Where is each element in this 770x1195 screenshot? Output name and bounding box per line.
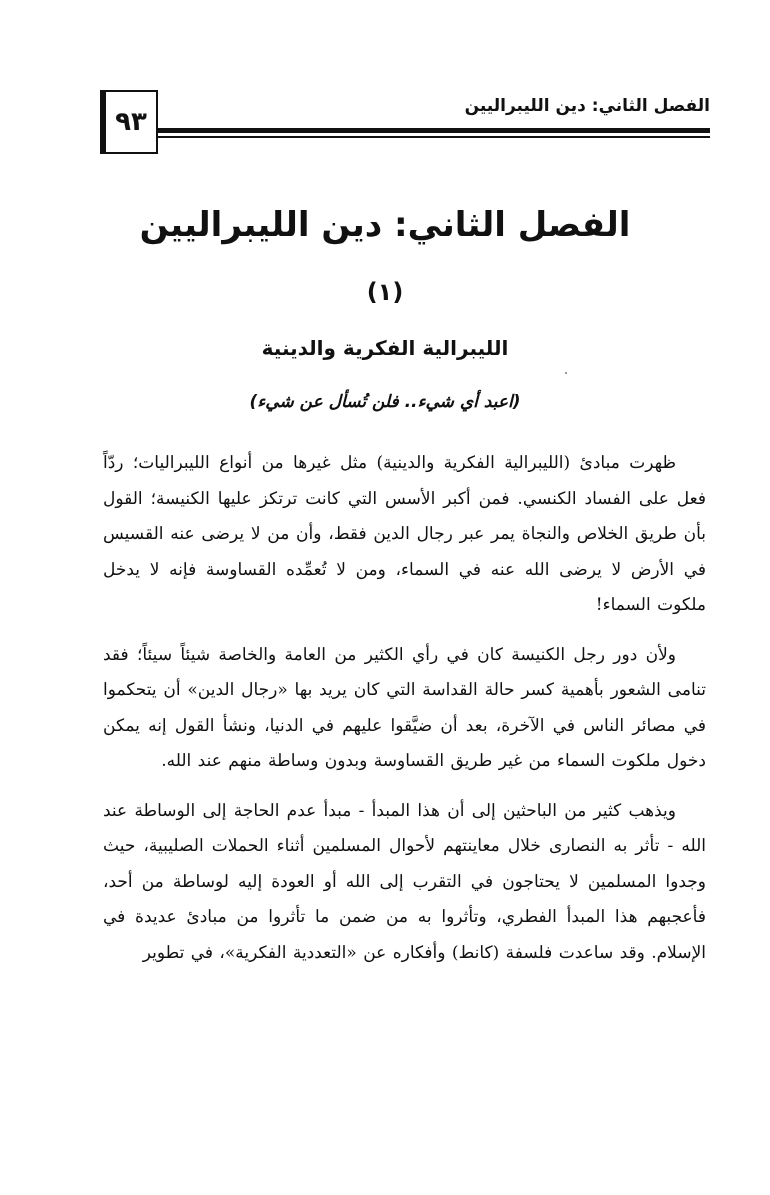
body-text — [103, 446, 706, 971]
header-rule-thick — [158, 128, 710, 133]
section-heading: الليبرالية الفكرية والدينية — [261, 336, 509, 360]
section-subheading: (اعبد أي شيء.. فلن تُسأل عن شيء) — [249, 392, 521, 412]
page-number: ٩٣ — [100, 90, 158, 154]
section-number: (١) — [366, 278, 404, 306]
running-title: الفصل الثاني: دين الليبراليين — [464, 96, 710, 116]
running-header — [100, 90, 710, 155]
print-speck — [565, 372, 567, 374]
paragraph-1: ظهرت مبادئ (الليبرالية الفكرية والدينية) مثل غيرها من أنواع الليبراليات؛ ردّاً فعل على الفساد الكنسي. فمن أكبر الأسس التي كانت ترتكز عليها الكنيسة؛ القول بأن طريق الخلاص والنجاة يمر عبر رجال الدين فقط، وأن من لا يرضى عنه القسيس في الأرض لا يرضى الله عنه في السماء، ومن لا تُعمِّده القساوسة فإنه لا يدخل ملكوت السماء! — [103, 453, 706, 615]
paragraph-3: ويذهب كثير من الباحثين إلى أن هذا المبدأ - مبدأ عدم الحاجة إلى الوساطة عند الله - تأثر به النصارى خلال معاينتهم لأحوال المسلمين أثناء الحملات الصليبية، حيث وجدوا المسلمين لا يحتاجون في التقرب إلى الله أو العودة إليه لوساطة من أحد، فأعجبهم هذا المبدأ الفطري، وتأثروا به من ضمن ما تأثروا من مبادئ عديدة في الإسلام. وقد ساعدت فلسفة (كانط) وأفكاره عن «التعددية الفكرية»، في تطوير — [103, 800, 706, 963]
header-rule-thin — [158, 136, 710, 138]
paragraph-2: ولأن دور رجل الكنيسة كان في رأي الكثير من العامة والخاصة شيئاً سيئاً؛ فقد تنامى الشعور بأهمية كسر حالة القداسة التي كان يريد بها «رجال الدين» أن يتحكموا في مصائر الناس في الآخرة، بعد أن ضيَّقوا عليهم في الدنيا، ونشأ القول إنه يمكن دخول ملكوت السماء من غير طريق القساوسة وبدون وساطة منهم عند الله. — [103, 644, 706, 771]
chapter-title: الفصل الثاني: دين الليبراليين — [139, 205, 631, 245]
